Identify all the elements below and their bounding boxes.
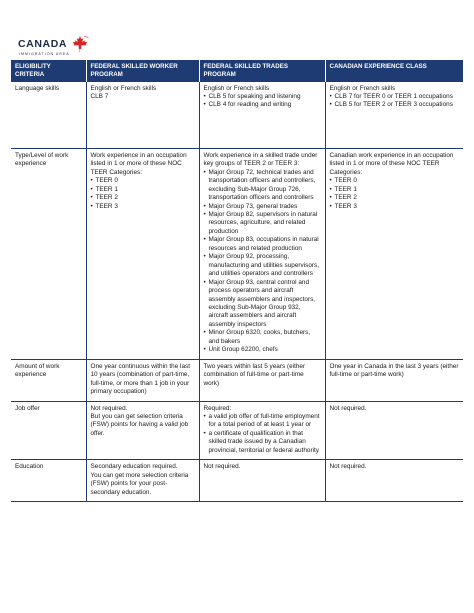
logo-subtitle: IMMIGRATION AREA <box>19 52 70 56</box>
bullet-item: • a valid job offer of full-time employment for a total period of at least 1 year or <box>204 413 321 430</box>
cell-federal-skilled-trades <box>199 82 325 149</box>
logo-wordmark: CANADA <box>18 38 68 50</box>
header-federal-skilled-trades: FEDERAL SKILLED TRADES PROGRAM <box>199 60 325 82</box>
criteria-label: Language skills <box>11 82 86 149</box>
bullet-item: • CLB 7 for TEER 0 or TEER 1 occupations <box>330 93 460 101</box>
table-header-row <box>11 60 463 82</box>
table-row <box>11 359 463 401</box>
cell-text: One year continuous within the last 10 years (combination of part-time, full-time, or more than 1 job in your primary occupation) <box>90 362 190 396</box>
cell-text: Not required. <box>90 404 128 412</box>
bullet-item: • Major Group 83, occupations in natural resources and related production <box>204 236 321 253</box>
bullet-item: • TEER 0 <box>91 177 195 185</box>
cell-text: Not required. <box>329 404 367 412</box>
cell-federal-skilled-trades <box>199 359 325 401</box>
cell-text: Work experience in a skilled trade under key groups of TEER 2 or TEER 3: <box>203 151 318 168</box>
cell-text: One year in Canada in the last 3 years (either full-time or part-time work) <box>329 362 459 379</box>
cell-text: Required: <box>203 404 232 412</box>
criteria-label: Education <box>11 460 86 502</box>
cell-canadian-experience-class <box>325 82 463 149</box>
cell-canadian-experience-class <box>325 460 463 502</box>
cell-federal-skilled-worker <box>86 82 199 149</box>
bullet-item: • CLB 5 for speaking and listening <box>204 93 321 101</box>
cell-federal-skilled-worker <box>86 148 199 359</box>
header-canadian-experience-class: CANADIAN EXPERIENCE CLASS <box>325 60 463 82</box>
cell-text: Secondary education required. <box>90 463 178 471</box>
criteria-label: Job offer <box>11 401 86 460</box>
bullet-item: • TEER 0 <box>330 177 460 185</box>
cell-federal-skilled-trades <box>199 401 325 460</box>
cell-federal-skilled-worker <box>86 359 199 401</box>
bullet-item: • TEER 1 <box>330 186 460 194</box>
cell-text: Work experience in an occupation listed in 1 or more of these NOC TEER Categories: <box>90 151 187 176</box>
cell-federal-skilled-worker <box>86 460 199 502</box>
table-row <box>11 82 463 149</box>
canada-logo <box>18 38 98 62</box>
bullet-item: • a certificate of qualification in that skilled trade issued by a Canadian provincial, territorial or federal authority <box>204 430 321 455</box>
table-row <box>11 460 463 502</box>
bullet-list <box>204 413 321 455</box>
bullet-list <box>330 177 460 211</box>
cell-text: Not required. <box>329 463 367 471</box>
bullet-item: • TEER 2 <box>330 194 460 202</box>
cell-canadian-experience-class <box>325 359 463 401</box>
eligibility-table <box>11 60 463 502</box>
bullet-item: • Major Group 82, supervisors in natural resources, agriculture, and related production <box>204 211 321 236</box>
cell-federal-skilled-worker <box>86 401 199 460</box>
bullet-item: • Major Group 73, general trades <box>204 203 321 211</box>
header-federal-skilled-worker: FEDERAL SKILLED WORKER PROGRAM <box>86 60 199 82</box>
cell-text: You can get more selection criteria (FSW) points for your post-secondary education. <box>90 471 189 496</box>
bullet-list <box>204 93 321 110</box>
cell-text: But you can get selection criteria (FSW) points for having a valid job offer. <box>90 413 189 437</box>
bullet-item: • Major Group 72, technical trades and transportation officers and controllers, excluding Sub-Major Group 726, transportation officers and controllers <box>204 169 321 203</box>
bullet-item: • CLB 4 for reading and writing <box>204 101 321 109</box>
cell-text: English or French skills <box>90 84 157 92</box>
bullet-item: • TEER 3 <box>91 203 195 211</box>
cell-text: English or French skills <box>329 84 396 92</box>
table-row <box>11 401 463 460</box>
cell-text: CLB 7 <box>90 92 109 100</box>
criteria-label: Amount of work experience <box>11 359 86 401</box>
cell-canadian-experience-class <box>325 401 463 460</box>
bullet-list <box>204 169 321 355</box>
cell-canadian-experience-class <box>325 148 463 359</box>
cell-text: Canadian work experience in an occupation listed in 1 or more of these NOC TEER Categories: <box>329 151 454 176</box>
cell-text: Not required. <box>203 463 241 471</box>
cell-text: English or French skills <box>203 84 270 92</box>
bullet-item: • Major Group 93, central control and process operators and aircraft assembly assemblers and inspectors, excluding Sub-Major Group 932, aircraft assemblers and aircraft assembly inspectors <box>204 279 321 330</box>
bullet-item: • TEER 1 <box>91 186 195 194</box>
header-eligibility-criteria: ELIGIBILITY CRITERIA <box>11 60 86 82</box>
cell-federal-skilled-trades <box>199 148 325 359</box>
bullet-item: • Major Group 92, processing, manufacturing and utilities supervisors, and utilities operators and controllers <box>204 253 321 278</box>
bullet-item: • TEER 2 <box>91 194 195 202</box>
table-row <box>11 148 463 359</box>
bullet-item: • TEER 3 <box>330 203 460 211</box>
criteria-label: Type/Level of work experience <box>11 148 86 359</box>
maple-leaf-icon <box>71 36 89 52</box>
bullet-item: • Unit Group 62200, chefs <box>204 346 321 354</box>
bullet-item: • CLB 5 for TEER 2 or TEER 3 occupations <box>330 101 460 109</box>
bullet-list <box>91 177 195 211</box>
cell-federal-skilled-trades <box>199 460 325 502</box>
bullet-list <box>330 93 460 110</box>
bullet-item: • Minor Group 6320, cooks, butchers, and bakers <box>204 329 321 346</box>
cell-text: Two years within last 5 years (either combination of full-time or part-time work) <box>203 362 306 387</box>
